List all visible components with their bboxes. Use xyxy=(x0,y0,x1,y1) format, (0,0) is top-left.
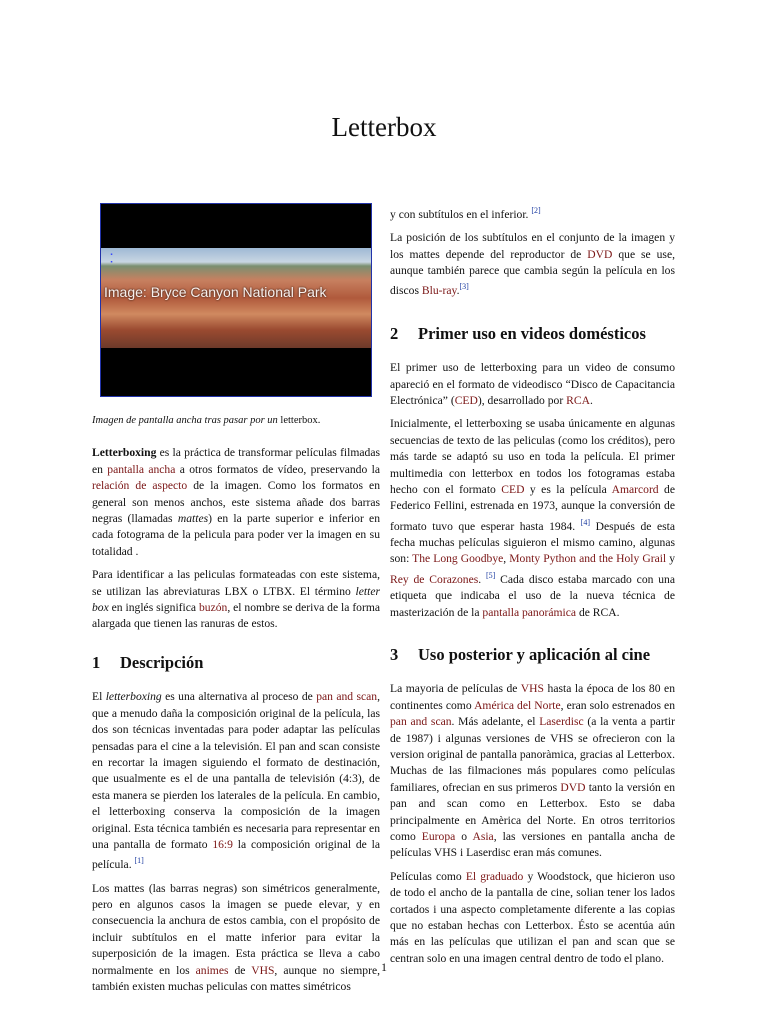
wiki-link[interactable]: buzón xyxy=(198,601,228,615)
text-run: de RCA. xyxy=(576,605,620,619)
text-run: es la práctica de transformar películas filmadas en xyxy=(92,446,380,476)
text-run: , el nombre se deriva de la forma alargada que tienen las ranuras de estos. xyxy=(92,601,380,631)
text-run: y Woodstock, que hicieron uso de todo el ancho de la pantalla de cine, solian tener los lados cortados i una aspecto completamente diferente a las copias que no estaban hechas con Letterbox. Ésto se acentúa aún más en las películas que utilizan el pan and scan que se centran solo en una imagen central dentro de todo el plano. xyxy=(390,869,676,965)
wiki-link[interactable]: relación de aspecto xyxy=(92,479,188,493)
text-run: . xyxy=(478,572,486,586)
wiki-link[interactable]: The Long Goodbye xyxy=(412,552,504,566)
wiki-link[interactable]: DVD xyxy=(587,247,613,261)
section-heading-primer-uso: 2 Primer uso en videos domésticos xyxy=(390,323,646,343)
citation-link[interactable]: [1] xyxy=(134,856,144,866)
left-column xyxy=(92,203,380,1002)
text-run: tanto la versión en pan and scan como en Letterbox. Esto se daba principalmente en Amèrica del Norte. En otros territorios como xyxy=(390,780,675,844)
wiki-link[interactable]: VHS xyxy=(251,963,275,977)
text-run: , las versiones en pantalla ancha de películas VHS i Laserdisc eran más comunes. xyxy=(390,830,675,860)
figure-caption: Imagen de pantalla ancha tras pasar por un letterbox. xyxy=(92,415,321,426)
text-run: . xyxy=(589,393,593,407)
text-run: de xyxy=(228,963,252,977)
text-run: y con subtítulos en el inferior. xyxy=(390,207,532,221)
text-run: Inicialmente, el letterboxing se usaba únicamente en algunas secuencias de texto de las peliculas (como los créditos), pero más tarde se adaptó su uso en toda la película. El primer multimedia con letterbox en todos los fotogramas estaba hecho con el formato xyxy=(390,417,675,496)
right-column xyxy=(390,203,675,974)
primer-uso-paragraph-2 xyxy=(390,416,675,621)
text-run: ) en la parte superior e inferior en cada fotograma de la pelicula para poder ver la imagen en su totalidad . xyxy=(92,512,381,558)
text-run: Cada disco estaba marcado con una etiqueta que indicaba el uso de la nueva técnica de masterización de la xyxy=(390,572,675,619)
intro-paragraph-2 xyxy=(92,567,380,633)
letterbox-figure xyxy=(100,203,372,397)
text-run: , que a menudo daña la composición original de la película, las dos son técnicas inventadas para poder adaptar las películas pensadas para el cine a la televisión. El pan and scan consiste en recortar la imagen siguiendo el formato de destinación, que usualmente es el de una pantalla de televisión (4:3), de esta manera se pierden los laterales de la película. En cambio, el letterboxing conserva la composición de la imagen original. Esta técnica también es necesaria para representar en una pantalla de formato xyxy=(92,690,380,851)
text-run: a otros formatos de vídeo, preservando la xyxy=(175,462,380,476)
text-run: , aunque no siempre, también existen muchas peliculas con mattes simétricos xyxy=(92,963,380,994)
wiki-link[interactable]: pantalla panorámica xyxy=(482,605,577,619)
wiki-link[interactable]: CED xyxy=(501,483,525,496)
text-run: . xyxy=(456,284,460,298)
wiki-link[interactable]: Rey de Corazones xyxy=(390,572,479,586)
photo-side-mark: ▪ ▪ xyxy=(108,252,115,266)
citation-link[interactable]: [5] xyxy=(485,570,496,580)
citation-link[interactable]: [2] xyxy=(531,206,541,215)
text-run: , xyxy=(503,552,510,566)
text-run: . Más adelante, el xyxy=(451,715,540,729)
wiki-link[interactable]: Blu-ray xyxy=(421,284,457,298)
text-run: de la imagen. Como los formatos en general son menos anchos, este sistema añade dos barras negras (llamadas xyxy=(92,479,380,526)
wiki-link[interactable]: El graduado xyxy=(465,869,524,883)
text-run: en inglés significa xyxy=(108,601,199,615)
wiki-link[interactable]: Amarcord xyxy=(611,483,659,496)
descripcion-paragraph-4 xyxy=(390,230,675,299)
photo-overlay-text: Image: Bryce Canyon National Park xyxy=(104,284,327,300)
page-number: 1 xyxy=(381,960,387,974)
italic-term: letterboxing xyxy=(105,690,162,704)
text-run: Para identificar a las peliculas formateadas con este sistema, se utilizan las abreviaturas LBX o LTBX. El término xyxy=(92,568,380,598)
text-run: hasta la época de los 80 en continentes como xyxy=(390,682,675,712)
section-heading-descripcion: 1 Descripción xyxy=(92,652,204,672)
wiki-link[interactable]: Europa xyxy=(421,830,456,844)
text-run: es una alternativa al proceso de xyxy=(161,690,317,704)
italic-term: mattes xyxy=(177,512,209,526)
wiki-link[interactable]: VHS xyxy=(520,682,544,696)
text-run: ), desarrollado por xyxy=(477,393,567,407)
uso-posterior-paragraph-1 xyxy=(390,681,675,861)
wiki-link[interactable]: América del Norte xyxy=(474,698,561,712)
wiki-link[interactable]: Monty Python and the Holy Grail xyxy=(509,552,667,566)
intro-paragraph-1 xyxy=(92,445,380,560)
text-run: Películas como xyxy=(390,869,466,883)
citation-link[interactable]: [3] xyxy=(459,282,469,292)
wiki-link[interactable]: pan and scan xyxy=(390,715,452,729)
bold-term: Letterboxing xyxy=(92,446,157,460)
wiki-link[interactable]: RCA xyxy=(566,393,590,407)
text-run: y es la película xyxy=(524,483,612,496)
primer-uso-paragraph-1 xyxy=(390,360,675,409)
wiki-link[interactable]: CED xyxy=(454,393,478,407)
wiki-link[interactable]: animes xyxy=(195,963,229,977)
text-run: o xyxy=(455,830,473,844)
wiki-link[interactable]: DVD xyxy=(560,780,586,794)
text-run: (a la venta a partir de 1987) i algunas versiones de VHS se ofrecieron con la version original de pantalla panoràmica, gracias al Letterbox. Muchas de las filmaciones más populares como películas familiares, ofrecian en sus primeros xyxy=(390,715,675,794)
text-run: El primer uso de letterboxing para un video de consumo apareció en el formato de videodisco “Disco de Capacitancia Electrónica” ( xyxy=(390,361,675,407)
descripcion-paragraph-2 xyxy=(92,881,380,996)
text-run: la composición original de la película. xyxy=(92,837,380,872)
text-run: , eran solo estrenados en xyxy=(560,698,675,712)
text-run: La mayoria de películas de xyxy=(390,682,521,696)
text-run: que se use, aunque también parece que cambia según la película en los discos xyxy=(390,247,675,298)
wiki-link[interactable]: pantalla ancha xyxy=(107,462,176,476)
text-run: La posición de los subtítulos en el conjunto de la imagen y los mattes depende del reproductor de xyxy=(390,231,675,261)
text-run: El xyxy=(92,690,106,704)
wiki-link[interactable]: Asia xyxy=(472,830,494,844)
text-run: Los mattes (las barras negras) son simétricos generalmente, pero en algunos casos la imagen se puede elevar, y en consecuencia la anchura de estos cambia, con el propósito de incluir subtítulos en el matte inferior para evitar la superposición de la imagen. Esta práctica se lleva a cabo normalmente en los xyxy=(92,881,380,977)
page-title: Letterbox xyxy=(331,112,437,142)
wiki-link[interactable]: Laserdisc xyxy=(539,715,584,729)
citation-link[interactable]: [4] xyxy=(580,517,591,527)
wiki-link[interactable]: 16:9 xyxy=(212,837,233,851)
descripcion-paragraph-3 xyxy=(390,203,675,223)
uso-posterior-paragraph-2 xyxy=(390,869,675,967)
descripcion-paragraph-1 xyxy=(92,689,380,873)
wiki-link[interactable]: pan and scan xyxy=(316,690,378,704)
text-run: de Federico Fellini, estrenada en 1973, aunque la conversión de formato tuvo que esperar hasta 1984. xyxy=(390,483,676,533)
text-run: y xyxy=(666,552,676,566)
italic-term: letter box xyxy=(92,584,380,615)
section-heading-uso-posterior: 3 Uso posterior y aplicación al cine xyxy=(390,644,651,664)
text-run: Después de esta fecha muchas películas siguieron el mismo camino, algunas son: xyxy=(390,519,675,566)
